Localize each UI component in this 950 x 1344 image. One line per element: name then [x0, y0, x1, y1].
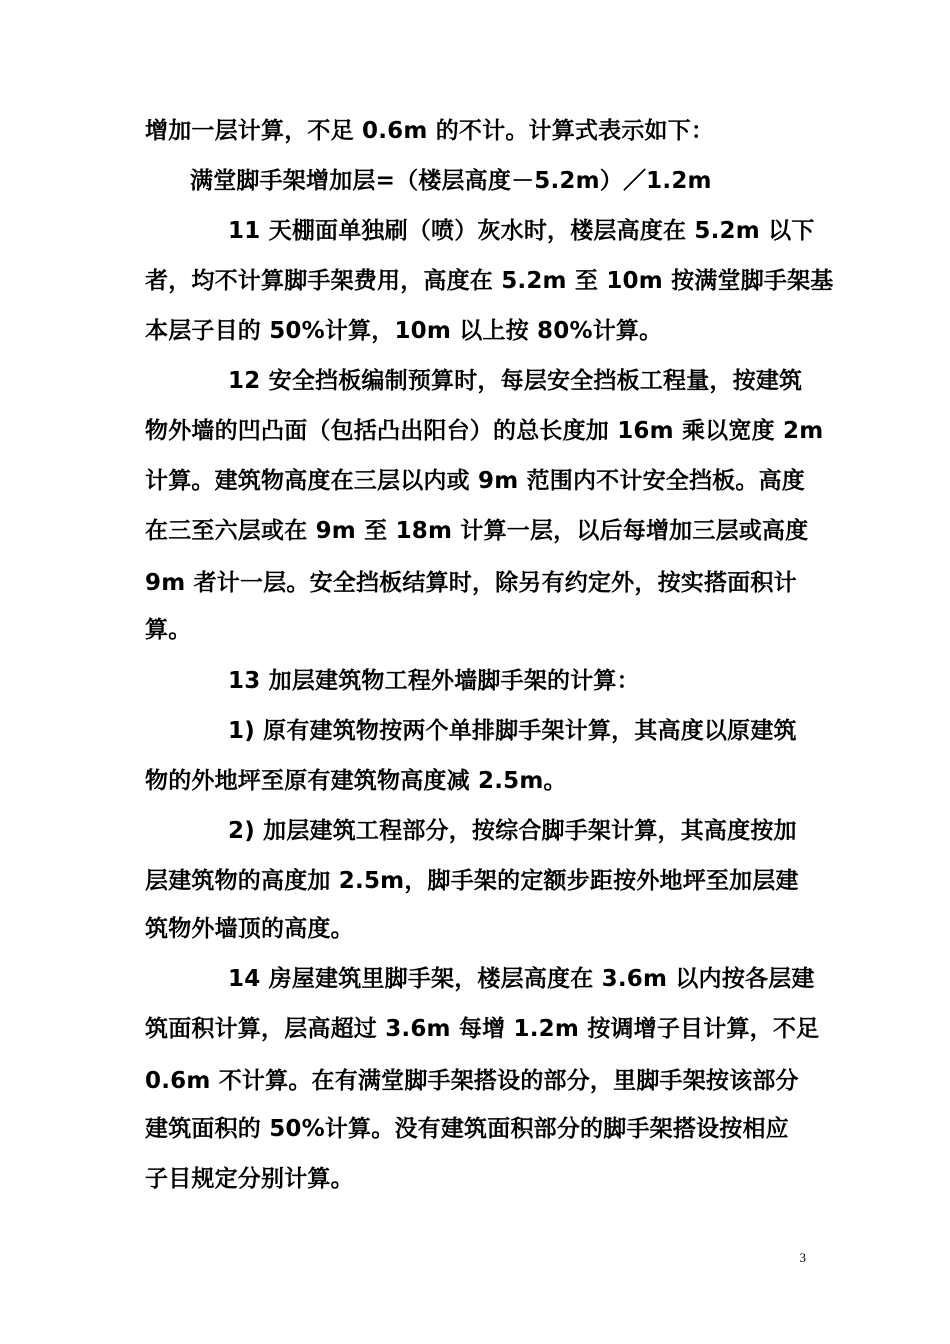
text-line: 筑面积计算，层高超过 3.6m 每增 1.2m 按调增子目计算，不足	[145, 1016, 820, 1042]
formula-line: 满堂脚手架增加层=（楼层高度－5.2m）／1.2m	[190, 168, 712, 194]
text-line: 建筑面积的 50%计算。没有建筑面积部分的脚手架搭设按相应	[145, 1116, 789, 1142]
text-line: 层建筑物的高度加 2.5m，脚手架的定额步距按外地坪至加层建	[145, 868, 799, 894]
text-line: 增加一层计算，不足 0.6m 的不计。计算式表示如下：	[145, 118, 715, 144]
paragraph-12-line: 12 安全挡板编制预算时，每层安全挡板工程量，按建筑	[228, 368, 803, 394]
text-line: 者，均不计算脚手架费用，高度在 5.2m 至 10m 按满堂脚手架基	[145, 268, 834, 294]
text-line: 9m 者计一层。安全挡板结算时，除另有约定外，按实搭面积计	[145, 570, 797, 596]
text-line: 物的外地坪至原有建筑物高度减 2.5m。	[145, 768, 567, 794]
text-line: 0.6m 不计算。在有满堂脚手架搭设的部分，里脚手架按该部分	[145, 1068, 799, 1094]
text-line: 本层子目的 50%计算，10m 以上按 80%计算。	[145, 318, 663, 344]
paragraph-11-line: 11 天棚面单独刷（喷）灰水时，楼层高度在 5.2m 以下	[228, 218, 815, 244]
text-line: 算。	[145, 617, 192, 643]
page-number: 3	[799, 1250, 806, 1265]
list-item-1-line: 1) 原有建筑物按两个单排脚手架计算，其高度以原建筑	[228, 718, 797, 744]
text-line: 在三至六层或在 9m 至 18m 计算一层，以后每增加三层或高度	[145, 518, 809, 544]
text-line: 子目规定分别计算。	[145, 1166, 354, 1192]
paragraph-13-line: 13 加层建筑物工程外墙脚手架的计算：	[228, 668, 640, 694]
text-line: 计算。建筑物高度在三层以内或 9m 范围内不计安全挡板。高度	[145, 468, 805, 494]
paragraph-14-line: 14 房屋建筑里脚手架，楼层高度在 3.6m 以内按各层建	[228, 966, 815, 992]
text-line: 筑物外墙顶的高度。	[145, 916, 354, 942]
list-item-2-line: 2) 加层建筑工程部分，按综合脚手架计算，其高度按加	[228, 818, 797, 844]
text-line: 物外墙的凹凸面（包括凸出阳台）的总长度加 16m 乘以宽度 2m	[145, 418, 824, 444]
